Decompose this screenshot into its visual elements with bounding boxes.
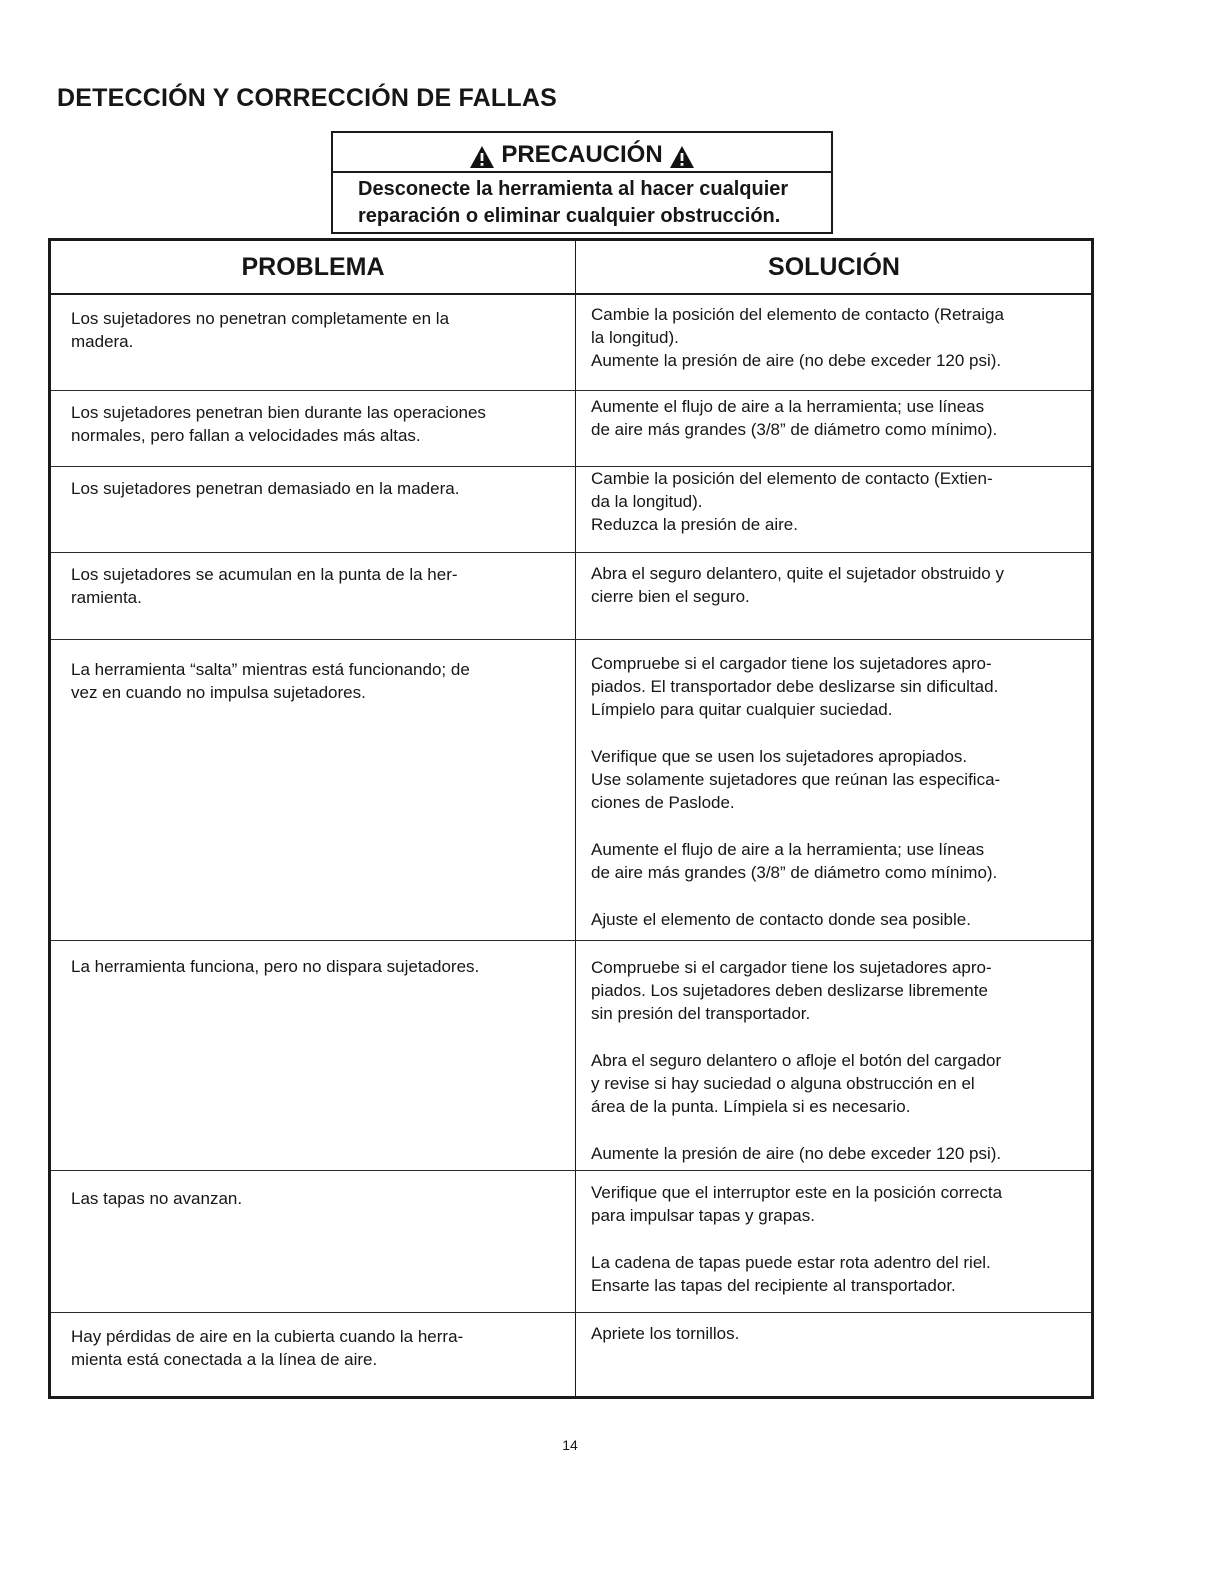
solution-text-line: Ensarte las tapas del recipiente al transportador. bbox=[591, 1276, 956, 1295]
problem-text-line: Los sujetadores no penetran completamente en la bbox=[71, 309, 450, 328]
solution-text-line: Aumente el flujo de aire a la herramienta; use líneas bbox=[591, 397, 985, 416]
solution-paragraph bbox=[591, 1251, 1081, 1297]
solution-text-line: piados. El transportador debe deslizarse sin dificultad. bbox=[591, 677, 999, 696]
caution-header bbox=[333, 133, 831, 173]
solution-paragraph bbox=[591, 467, 1081, 536]
problem-text-line: normales, pero fallan a velocidades más altas. bbox=[71, 426, 421, 445]
solution-text-line: Apriete los tornillos. bbox=[591, 1324, 740, 1343]
problem-text-line: Las tapas no avanzan. bbox=[71, 1189, 243, 1208]
column-header-solution: SOLUCIÓN bbox=[768, 253, 900, 281]
solution-paragraph bbox=[591, 1049, 1081, 1118]
solution-cell bbox=[591, 395, 1081, 441]
warning-triangle-icon bbox=[669, 145, 695, 169]
problem-cell bbox=[71, 401, 551, 447]
solution-text-line: ciones de Paslode. bbox=[591, 793, 735, 812]
caution-line: reparación o eliminar cualquier obstrucción. bbox=[358, 205, 781, 227]
row-divider bbox=[51, 552, 1091, 553]
solution-text-line: Compruebe si el cargador tiene los sujetadores apro- bbox=[591, 654, 992, 673]
column-header-problem: PROBLEMA bbox=[241, 253, 385, 281]
solution-text-line: sin presión del transportador. bbox=[591, 1004, 811, 1023]
row-divider bbox=[51, 1170, 1091, 1171]
row-divider bbox=[51, 639, 1091, 640]
problem-text-line: Los sujetadores penetran demasiado en la madera. bbox=[71, 479, 460, 498]
solution-text-line: La cadena de tapas puede estar rota adentro del riel. bbox=[591, 1253, 991, 1272]
solution-text-line: Ajuste el elemento de contacto donde sea posible. bbox=[591, 910, 971, 929]
solution-text-line: Reduzca la presión de aire. bbox=[591, 515, 798, 534]
problem-text-line: vez en cuando no impulsa sujetadores. bbox=[71, 683, 366, 702]
solution-text-line: piados. Los sujetadores deben deslizarse libremente bbox=[591, 981, 988, 1000]
column-divider bbox=[575, 241, 576, 1396]
problem-text-line: Hay pérdidas de aire en la cubierta cuando la herra- bbox=[71, 1327, 464, 1346]
solution-cell bbox=[591, 1181, 1081, 1297]
solution-text-line: Aumente la presión de aire (no debe exceder 120 psi). bbox=[591, 1144, 1002, 1163]
solution-text-line: Verifique que el interruptor este en la posición correcta bbox=[591, 1183, 1003, 1202]
solution-text-line: cierre bien el seguro. bbox=[591, 587, 750, 606]
solution-text-line: Aumente el flujo de aire a la herramienta; use líneas bbox=[591, 840, 985, 859]
solution-cell bbox=[591, 652, 1081, 931]
solution-cell bbox=[591, 467, 1081, 536]
solution-paragraph bbox=[591, 303, 1081, 372]
page-number: 14 bbox=[562, 1437, 578, 1453]
troubleshooting-table bbox=[48, 238, 1094, 1399]
solution-text-line: para impulsar tapas y grapas. bbox=[591, 1206, 815, 1225]
caution-line: Desconecte la herramienta al hacer cualquier bbox=[358, 178, 789, 200]
problem-text-line: Los sujetadores penetran bien durante las operaciones bbox=[71, 403, 486, 422]
solution-text-line: Compruebe si el cargador tiene los sujetadores apro- bbox=[591, 958, 992, 977]
solution-paragraph bbox=[591, 838, 1081, 884]
solution-text-line: Aumente la presión de aire (no debe exceder 120 psi). bbox=[591, 351, 1002, 370]
caution-box bbox=[331, 131, 833, 234]
solution-text-line: Cambie la posición del elemento de contacto (Retraiga bbox=[591, 305, 1004, 324]
solution-text-line: Use solamente sujetadores que reúnan las especifica- bbox=[591, 770, 1001, 789]
problem-cell bbox=[71, 658, 551, 704]
problem-cell bbox=[71, 477, 551, 500]
solution-cell bbox=[591, 303, 1081, 372]
problem-text-line: La herramienta “salta” mientras está funcionando; de bbox=[71, 660, 470, 679]
problem-text-line: madera. bbox=[71, 332, 134, 351]
solution-text-line: área de la punta. Límpiela si es necesario. bbox=[591, 1097, 911, 1116]
solution-paragraph bbox=[591, 652, 1081, 721]
problem-text-line: Los sujetadores se acumulan en la punta de la her- bbox=[71, 565, 458, 584]
table-header-row bbox=[51, 241, 1091, 295]
problem-text-line: La herramienta funciona, pero no dispara sujetadores. bbox=[71, 957, 480, 976]
solution-text-line: Abra el seguro delantero o afloje el botón del cargador bbox=[591, 1051, 1002, 1070]
solution-paragraph bbox=[591, 1181, 1081, 1227]
solution-cell bbox=[591, 956, 1081, 1165]
row-divider bbox=[51, 940, 1091, 941]
solution-text-line: Cambie la posición del elemento de contacto (Extien- bbox=[591, 469, 993, 488]
solution-text-line: da la longitud). bbox=[591, 492, 703, 511]
solution-paragraph bbox=[591, 745, 1081, 814]
solution-text-line: la longitud). bbox=[591, 328, 679, 347]
solution-cell bbox=[591, 1322, 1081, 1345]
problem-cell bbox=[71, 563, 551, 609]
solution-paragraph bbox=[591, 1322, 1081, 1345]
solution-paragraph bbox=[591, 562, 1081, 608]
row-divider bbox=[51, 1312, 1091, 1313]
problem-text-line: mienta está conectada a la línea de aire. bbox=[71, 1350, 378, 1369]
row-divider bbox=[51, 390, 1091, 391]
problem-cell bbox=[71, 1187, 551, 1210]
solution-text-line: de aire más grandes (3/8” de diámetro como mínimo). bbox=[591, 863, 998, 882]
solution-text-line: Abra el seguro delantero, quite el sujetador obstruido y bbox=[591, 564, 1004, 583]
solution-paragraph bbox=[591, 956, 1081, 1025]
solution-text-line: Verifique que se usen los sujetadores apropiados. bbox=[591, 747, 968, 766]
problem-cell bbox=[71, 307, 551, 353]
page-title: DETECCIÓN Y CORRECCIÓN DE FALLAS bbox=[57, 84, 557, 112]
problem-cell bbox=[71, 1325, 551, 1371]
caution-title: PRECAUCIÓN bbox=[501, 141, 663, 168]
solution-paragraph bbox=[591, 908, 1081, 931]
warning-triangle-icon bbox=[469, 145, 495, 169]
solution-paragraph bbox=[591, 395, 1081, 441]
solution-text-line: de aire más grandes (3/8” de diámetro como mínimo). bbox=[591, 420, 998, 439]
caution-message bbox=[333, 173, 831, 230]
problem-cell bbox=[71, 955, 551, 978]
problem-text-line: ramienta. bbox=[71, 588, 142, 607]
solution-cell bbox=[591, 562, 1081, 608]
solution-paragraph bbox=[591, 1142, 1081, 1165]
solution-text-line: Límpielo para quitar cualquier suciedad. bbox=[591, 700, 893, 719]
solution-text-line: y revise si hay suciedad o alguna obstrucción en el bbox=[591, 1074, 975, 1093]
